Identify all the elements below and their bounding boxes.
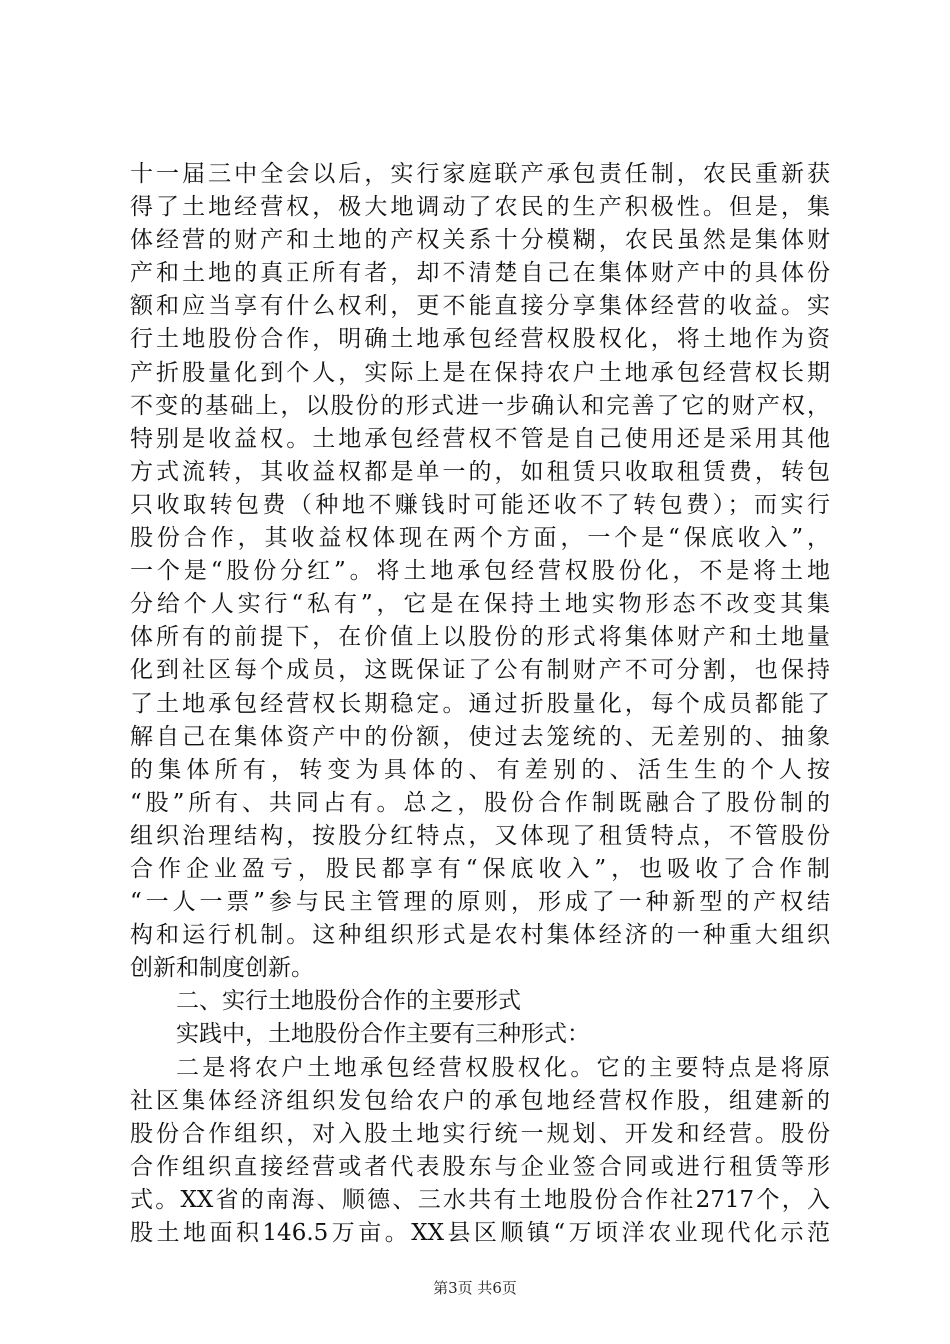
text-line: 股份合作组织，对入股土地实行统一规划、开发和经营。股份 xyxy=(130,1120,830,1147)
text-line: 股份合作，其收益权体现在两个方面，一个是“保底收入”， xyxy=(130,525,830,552)
document-body xyxy=(130,158,830,1250)
text-line: 了土地承包经营权长期稳定。通过折股量化，每个成员都能了 xyxy=(130,690,830,717)
text-line: 社区集体经济组织发包给农户的承包地经营权作股，组建新的 xyxy=(130,1087,830,1114)
text-line: 二是将农户土地承包经营权股权化。它的主要特点是将原 xyxy=(176,1054,830,1081)
page-footer: 第3页 共6页 xyxy=(433,1279,517,1297)
section-heading: 二、实行土地股份合作的主要形式 xyxy=(176,988,521,1015)
text-line: 化到社区每个成员，这既保证了公有制财产不可分割，也保持 xyxy=(130,657,830,684)
text-line: “股”所有、共同占有。总之，股份合作制既融合了股份制的 xyxy=(130,789,830,816)
text-line: 体所有的前提下，在价值上以股份的形式将集体财产和土地量 xyxy=(130,624,830,651)
text-line: 股土地面积146.5万亩。XX县区顺镇“万顷洋农业现代化示范 xyxy=(130,1220,830,1246)
text-line: 合作企业盈亏，股民都享有“保底收入”，也吸收了合作制 xyxy=(130,855,830,882)
text-line: 特别是收益权。土地承包经营权不管是自己使用还是采用其他 xyxy=(130,425,830,452)
text-line: 产折股量化到个人，实际上是在保持农户土地承包经营权长期 xyxy=(130,359,830,386)
text-line: 产和土地的真正所有者，却不清楚自己在集体财产中的具体份 xyxy=(130,260,830,287)
text-line: 式。XX省的南海、顺德、三水共有土地股份合作社2717个，入 xyxy=(130,1186,830,1213)
text-line: 方式流转，其收益权都是单一的，如租赁只收取租赁费，转包 xyxy=(130,458,830,485)
text-line: 合作组织直接经营或者代表股东与企业签合同或进行租赁等形 xyxy=(130,1153,830,1180)
text-line: 不变的基础上，以股份的形式进一步确认和完善了它的财产权， xyxy=(130,392,830,419)
text-line: 创新和制度创新。 xyxy=(130,955,314,982)
text-line: 分给个人实行“私有”，它是在保持土地实物形态不改变其集 xyxy=(130,591,830,618)
text-line: 一个是“股份分红”。将土地承包经营权股份化，不是将土地 xyxy=(130,558,830,585)
text-line: 组织治理结构，按股分红特点，又体现了租赁特点，不管股份 xyxy=(130,822,830,849)
text-line: 十一届三中全会以后，实行家庭联产承包责任制，农民重新获 xyxy=(130,161,830,187)
text-line: 构和运行机制。这种组织形式是农村集体经济的一种重大组织 xyxy=(130,922,830,949)
text-line: 行土地股份合作，明确土地承包经营权股权化，将土地作为资 xyxy=(130,326,830,353)
text-line: 得了土地经营权，极大地调动了农民的生产积极性。但是，集 xyxy=(130,194,830,221)
text-line: “一人一票”参与民主管理的原则，形成了一种新型的产权结 xyxy=(130,889,830,916)
text-line: 解自己在集体资产中的份额，使过去笼统的、无差别的、抽象 xyxy=(130,723,830,750)
text-line: 实践中，土地股份合作主要有三种形式： xyxy=(176,1021,590,1048)
text-line: 的集体所有，转变为具体的、有差别的、活生生的个人按 xyxy=(130,756,830,783)
text-line: 只收取转包费（种地不赚钱时可能还收不了转包费）；而实行 xyxy=(130,491,830,518)
text-line: 体经营的财产和土地的产权关系十分模糊，农民虽然是集体财 xyxy=(130,227,830,254)
text-line: 额和应当享有什么权利，更不能直接分享集体经营的收益。实 xyxy=(130,293,830,320)
